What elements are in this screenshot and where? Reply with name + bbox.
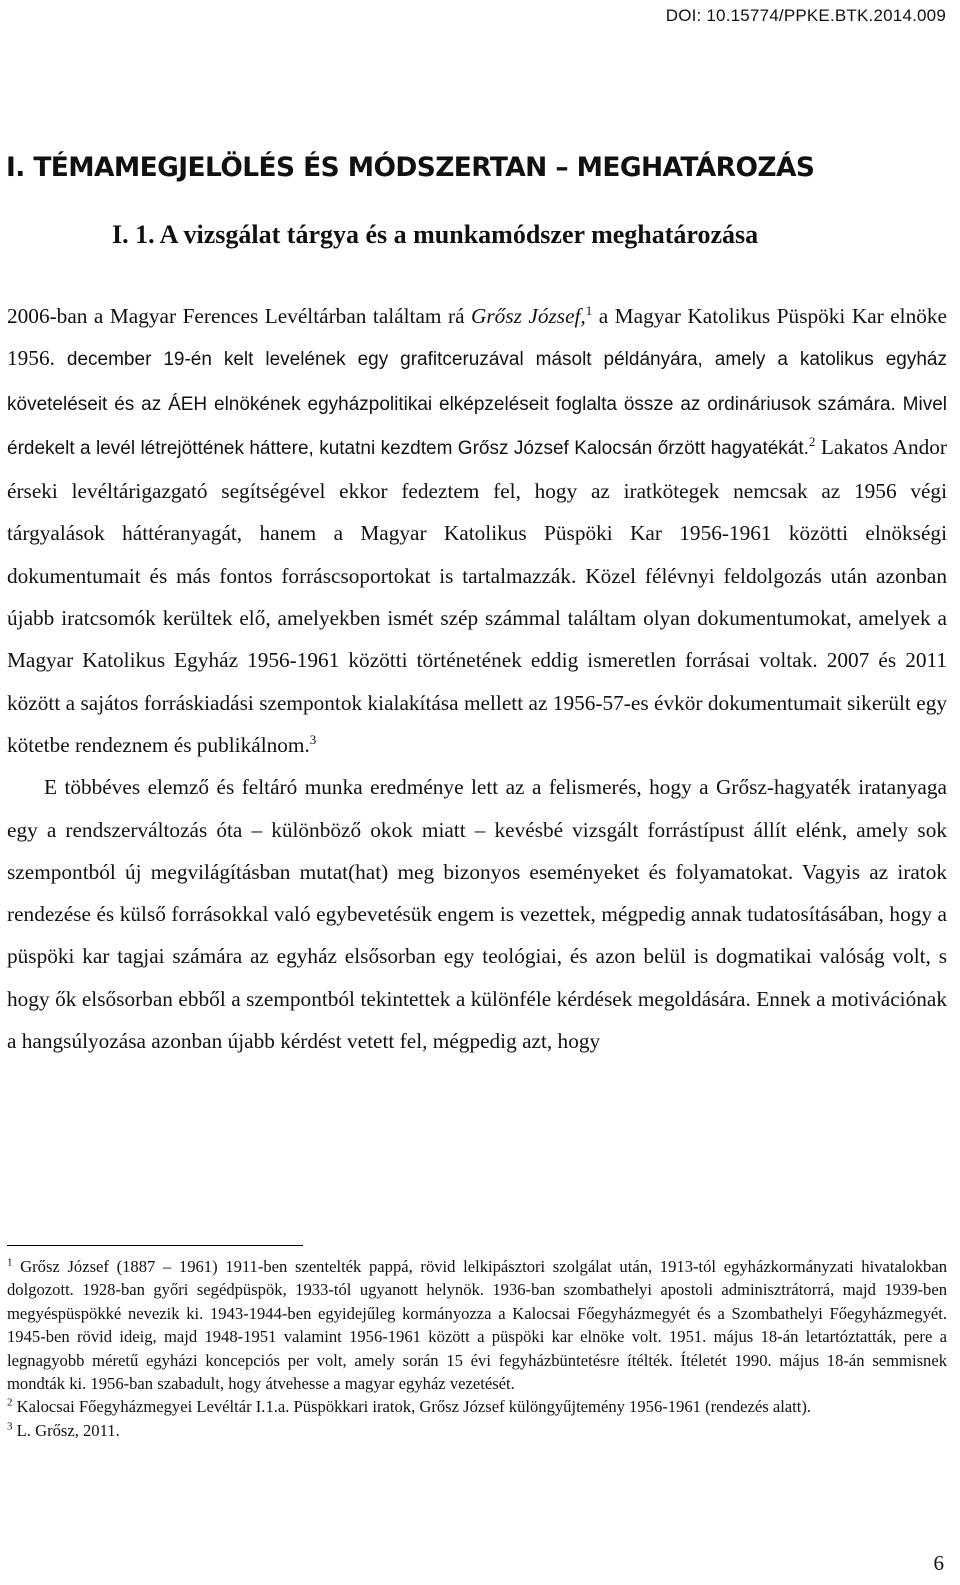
- paragraph-1: [7, 295, 947, 766]
- p1-text-2: a Magyar Katolikus Püspöki Kar elnöke 1956.: [7, 304, 947, 371]
- footnote-2-number: 2: [7, 1396, 13, 1409]
- footnote-3-number: 3: [7, 1420, 13, 1433]
- p1-text-4: Lakatos Andor érseki levéltárigazgató segítségével ekkor fedeztem fel, hogy az iratkötegek nemcsak az 1956 végi tárgyalások háttéranyagát, hanem a Magyar Katolikus Püspöki Kar 1956-1961 közötti elnökségi dokumentumait és más fontos forráscsoportokat is tartalmazzák. Közel félévnyi feldolgozás után azonban újabb iratcsomók kerültek elő, amelyekben ismét szép számmal találtam olyan dokumentumokat, amelyek a Magyar Katolikus Egyház 1956-1961 közötti történetének eddig ismeretlen forrásai voltak. 2007 és 2011 között a sajátos forráskiadási szempontok kialakítása mellett az 1956-57-es évkör dokumentumait sikerült egy kötetbe rendeznem és publikálnom.: [7, 434, 947, 757]
- section-title: I. 1. A vizsgálat tárgya és a munkamódszer meghatározása: [112, 220, 759, 249]
- footnote-ref-2[interactable]: 2: [808, 433, 816, 449]
- footnote-1-text: Grősz József (1887 – 1961) 1911-ben szentelték pappá, rövid lelkipásztori szolgálat után, 1913-tól egyházkormányzati hivatalokban dolgozott. 1928-ban győri segédpüspök, 1933-tól ugyanott helynök. 1936-ban szombathelyi apostoli adminisztrátorrá, majd 1939-ben megyéspüspökké nevezik ki. 1943-1944-ben egyidejűleg kormányozza a Kalocsai Főegyházmegyét és a Szombathelyi Főegyházmegyét. 1945-ben rövid ideig, majd 1948-1951 valamint 1956-1961 között a püspöki kar elnöke volt. 1951. május 18-án letartóztatták, pere a legnagyobb méretű egyházi koncepciós per volt, amely során 15 évi fegyházbüntetésre ítélték. Ítéletét 1990. május 18-án semmisnek mondták ki. 1956-ban szabadult, hogy átvehesse a magyar egyház vezetését.: [7, 1257, 947, 1394]
- footnote-2-text: Kalocsai Főegyházmegyei Levéltár I.1.a. Püspökkari iratok, Grősz József különgyűjtemény 1956-1961 (rendezés alatt).: [12, 1397, 812, 1417]
- footnote-3: [7, 1419, 947, 1442]
- paragraph-2: E többéves elemző és feltáró munka eredménye lett az a felismerés, hogy a Grősz-hagyaték iratanyaga egy a rendszerváltozás óta – különböző okok miatt – kevésbé vizsgált forrástípust állít elénk, amely sok szempontból új megvilágításban mutat(hat) meg bizonyos eseményeket és folyamatokat. Vagyis az iratok rendezése és külső forrásokkal való egybevetésük engem is vezettek, mégpedig annak tudatosításában, hogy a püspöki kar tagjai számára az egyház elsősorban egy teológiai, és azon belül is dogmatikai valóság volt, s hogy ők elsősorban ebből a szempontból tekintettek a különféle kérdések megoldására. Ennek a motivációnak a hangsúlyozása azonban újabb kérdést vetett fel, mégpedig azt, hogy: [7, 775, 947, 1054]
- page-number: 6: [933, 1551, 944, 1575]
- author-name: Grősz József,: [471, 304, 586, 328]
- footnote-ref-3[interactable]: 3: [309, 731, 317, 747]
- body-text: [7, 295, 947, 1062]
- p1-text-1: 2006-ban a Magyar Ferences Levéltárban találtam rá: [7, 304, 472, 328]
- footnote-2: [7, 1395, 947, 1418]
- chapter-title: I. TÉMAMEGJELÖLÉS ÉS MÓDSZERTAN – MEGHATÁROZÁS: [6, 152, 815, 183]
- p1-text-3: december 19-én kelt levelének egy grafitceruzával másolt példányára, amely a katolikus egyház követeléseit és az ÁEH elnökének egyházpolitikai elképzeléseit foglalta össze az ordináriusok számára. Mivel érdekelt a levél létrejöttének háttere, kutatni kezdtem Grősz József Kalocsán őrzött hagyatékát.: [7, 349, 947, 459]
- footnotes: [7, 1255, 947, 1442]
- doi-header: DOI: 10.15774/PPKE.BTK.2014.009: [665, 6, 946, 25]
- footnote-separator: [7, 1245, 303, 1246]
- footnote-1: [7, 1255, 947, 1395]
- footnote-3-text: L. Grősz, 2011.: [12, 1420, 120, 1440]
- footnote-ref-1[interactable]: 1: [585, 302, 593, 318]
- footnote-1-number: 1: [7, 1256, 13, 1269]
